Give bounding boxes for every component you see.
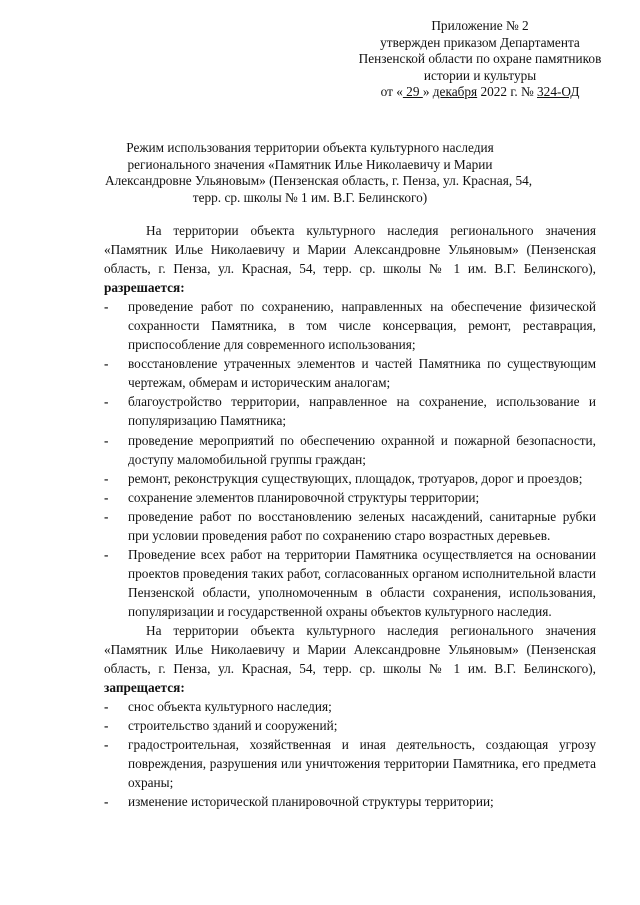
bullet-marker: - [104,699,109,715]
list-item-text: проведение работ по сохранению, направленных на обеспечение физической сохранности Памятника, в том числе консервация, ремонт, реставрация, приспособление для современного использования; [128,299,596,353]
title-line-3: Александровне Ульяновым» (Пензенская область, г. Пенза, ул. Красная, 54, [105,173,533,188]
list-item [104,697,596,716]
list-item [104,297,596,354]
bullet-marker: - [104,737,109,753]
list-item-text: градостроительная, хозяйственная и иная деятельность, создающая угрозу повреждения, разрушения или уничтожения территории Памятника, его предмета охраны; [128,737,596,791]
list-item-text: Проведение всех работ на территории Памятника осуществляется на основании проектов проведения таких работ, согласованных органом исполнительной власти Пензенской области, уполномоченным в области сохранения, использования, популяризации и государственной охраны объектов культурного наследия. [128,546,596,619]
list-item-text: благоустройство территории, направленное на сохранение, использование и популяризацию Памятника; [128,394,596,429]
date-prefix: от « [380,84,403,99]
date-day: 29 [402,84,423,99]
bullet-marker: - [104,432,109,448]
bullet-marker: - [104,794,109,810]
list-item [104,431,596,469]
list-item [104,792,596,811]
list-item [104,545,596,621]
appendix-header [330,18,630,101]
bullet-marker: - [104,546,109,562]
list-item-text: восстановление утраченных элементов и частей Памятника по существующим чертежам, обмерам и историческим аналогам; [128,356,596,391]
title-line-2: регионального значения «Памятник Илье Николаевичу и Марии [127,156,493,172]
order-number: 324-ОД [537,84,580,99]
appendix-number: Приложение № 2 [431,18,529,33]
list-item [104,469,596,488]
list-item [104,488,596,507]
appendix-department: Пензенской области по охране памятников [358,51,602,66]
list-item-text: снос объекта культурного наследия; [128,699,332,715]
list-item-text: ремонт, реконструкция существующих, площадок, тротуаров, дорог и проездов; [128,470,583,486]
list-item-text: изменение исторической планировочной структуры территории; [128,794,494,810]
bullet-marker: - [104,356,109,372]
bullet-marker: - [104,508,109,524]
prohibited-keyword: запрещается: [104,680,185,696]
appendix-date-line [330,84,630,101]
list-item [104,392,596,430]
title-line-4: терр. ср. школы № 1 им. В.Г. Белинского) [192,189,428,205]
list-item [104,716,596,735]
bullet-marker: - [104,470,109,486]
document-body [104,221,596,811]
bullet-marker: - [104,718,109,734]
appendix-department-cont: истории и культуры [423,67,537,83]
list-item-text: строительство зданий и сооружений; [128,718,338,734]
list-item-text: проведение работ по восстановлению зеленых насаждений, санитарные рубки при условии проведения работ по сохранению старо возрастных деревьев. [128,508,596,543]
date-year: 2022 г. № [477,84,538,99]
list-item-text: сохранение элементов планировочной структуры территории; [128,489,480,505]
date-mid: » [422,84,433,99]
list-item-text: проведение мероприятий по обеспечению охранной и пожарной безопасности, доступу маломобильной группы граждан; [128,432,596,467]
list-item [104,354,596,392]
appendix-approved-by: утвержден приказом Департамента [380,34,580,50]
allowed-intro-text: На территории объекта культурного наследия регионального значения «Памятник Илье Николаевичу и Марии Александровне Ульяновым» (Пензенская область, г. Пенза, ул. Красная, 54, терр. ср. школы № 1 им. В.Г. Белинского), [104,223,596,277]
prohibited-intro [104,621,596,697]
prohibited-intro-text: На территории объекта культурного наследия регионального значения «Памятник Илье Николаевичу и Марии Александровне Ульяновым» (Пензенская область, г. Пенза, ул. Красная, 54, терр. ср. школы № 1 им. В.Г. Белинского), [104,622,596,677]
list-item [104,735,596,792]
list-item [104,507,596,545]
title-line-1: Режим использования территории объекта культурного наследия [126,140,494,155]
document-title [105,140,533,206]
bullet-marker: - [104,299,109,315]
bullet-marker: - [104,489,109,505]
allowed-intro [104,221,596,297]
allowed-keyword: разрешается: [104,280,185,296]
date-month: декабря [432,84,478,99]
bullet-marker: - [104,394,109,410]
